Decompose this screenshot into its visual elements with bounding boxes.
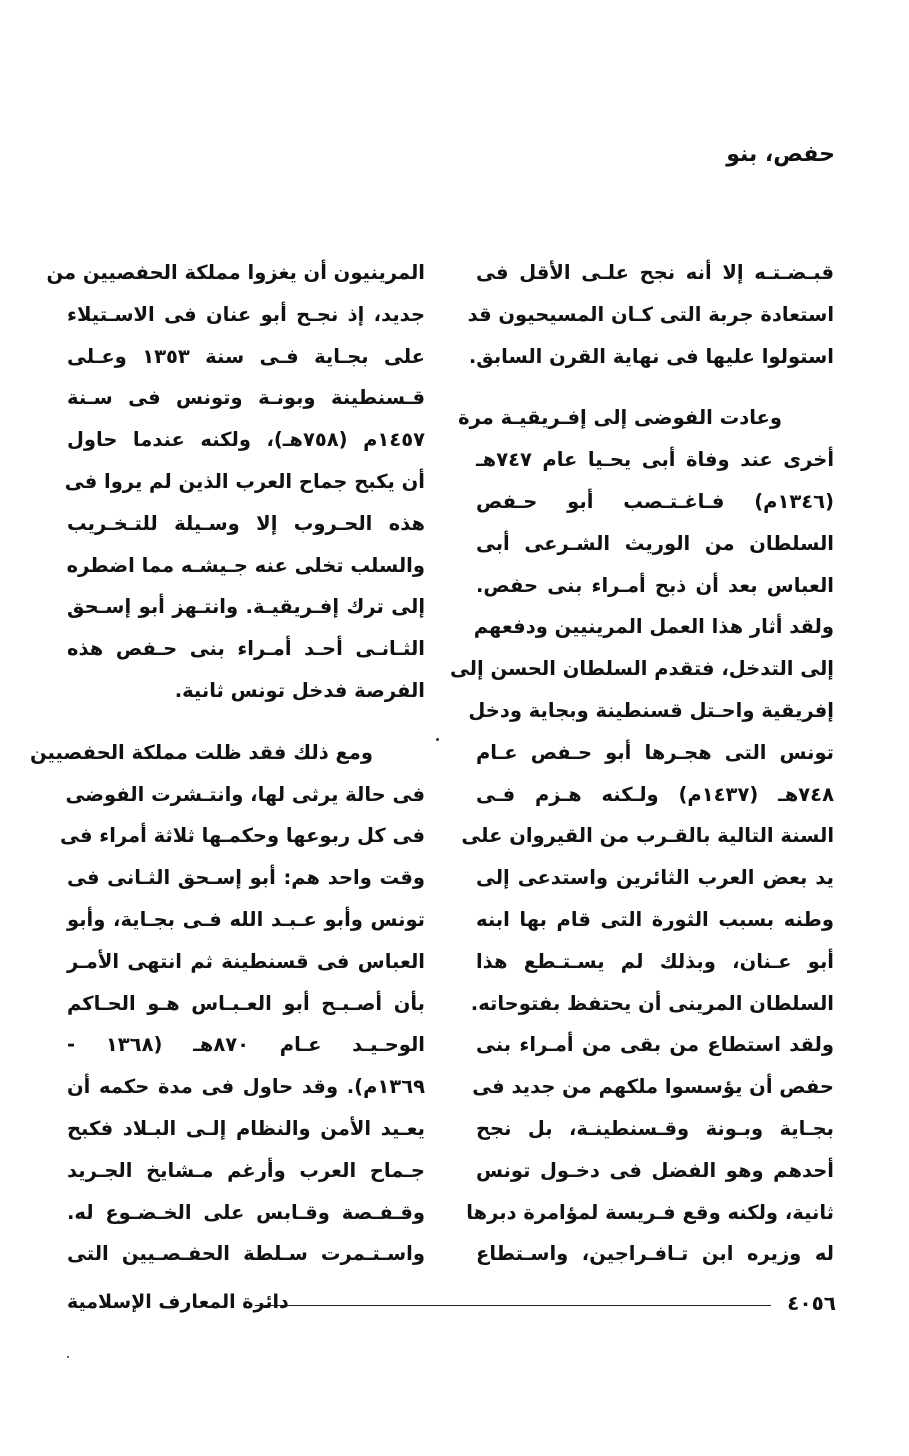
text-line: هذه الحـروب إلا وسـيلة للتـخـريب [67, 511, 425, 535]
text-line: واسـتـمرت سـلطة الحفـصـيين التى [67, 1242, 425, 1266]
text-line: فى حالة يرثى لها، وانتـشرت الفوضى [65, 782, 425, 806]
text-line: العباس فى قسنطينة ثم انتهى الأمـر [67, 949, 425, 973]
text-line: إلى ترك إفـريقيـة. وانتـهز أبو إسـحق [67, 595, 425, 619]
text-line: أحدهم وهو الفضل فى دخـول تونس [476, 1158, 834, 1182]
running-head: حفص، بنو [726, 142, 835, 167]
scan-speck [67, 1356, 69, 1358]
text-line: بأن أصـبـح أبو العـبـاس هـو الحـاكم [67, 991, 425, 1015]
text-line: ومع ذلك فقد ظلت مملكة الحفصيين [29, 740, 373, 764]
publication-title: دائرة المعارف الإسلامية [67, 1291, 289, 1313]
footer-rule [255, 1305, 771, 1306]
text-line: ولقد أثار هذا العمل المرينيين ودفعهم [473, 615, 834, 639]
text-line: الوحـيـد عـام ٨٧٠هـ (١٣٦٨ - [67, 1033, 425, 1057]
text-line: إلى التدخل، فتقدم السلطان الحسن إلى [449, 657, 834, 681]
text-line: السلطان من الوريث الشـرعى أبى [476, 531, 834, 555]
text-line: حفص أن يؤسسوا ملكهم من جديد فى [472, 1075, 834, 1099]
text-line: أن يكبح جماح العرب الذين لم يروا فى [64, 469, 425, 493]
text-line: أخرى عند وفاة أبى يحـيا عام ٧٤٧هـ [476, 448, 834, 472]
text-line: (١٣٤٦م) فـاغـتـصب أبو حـفص [476, 489, 834, 513]
text-line: ١٣٦٩م). وقد حاول فى مدة حكمه أن [67, 1075, 425, 1099]
text-line: على بجـاية فـى سنة ١٣٥٣ وعـلى [67, 344, 425, 368]
text-line: وعادت الفوضى إلى إفـريقيـة مرة [458, 406, 782, 430]
right-column [449, 252, 834, 1275]
text-line: السنة التالية بالقـرب من القيروان على [461, 824, 834, 848]
text-line: تونس وأبو عـبـد الله فـى بجـاية، وأبو [67, 907, 425, 931]
text-line: المرينيون أن يغزوا مملكة الحفصيين من [46, 261, 425, 284]
text-line: قـسنطينة وبونـة وتونس فى سـنة [67, 386, 425, 410]
text-line: يعـيد الأمن والنظام إلـى البـلاد فكبح [67, 1116, 425, 1140]
text-line: تونس التى هجـرها أبو حـفص عـام [476, 740, 834, 764]
text-line: جديد، إذ نجـح أبو عنان فى الاسـتيلاء [67, 302, 425, 326]
text-line: العباس بعد أن ذبح أمـراء بنى حفص. [476, 573, 834, 597]
text-line: بجـاية وبـونة وقـسنطينـة، بل نجح [476, 1116, 834, 1140]
page-number: ٤٠٥٦ [787, 1291, 836, 1315]
text-line: فى كل ربوعها وحكمـها ثلاثة أمراء فى [59, 824, 425, 848]
text-line: والسلب تخلى عنه جـيشـه مما اضطره [66, 553, 425, 577]
text-line: الثـانـى أحـد أمـراء بنى حـفص هذه [67, 637, 425, 661]
text-line: الفرصة فدخل تونس ثانية. [174, 678, 425, 702]
text-line: جـماح العرب وأرغم مـشايخ الجـريد [67, 1158, 425, 1182]
scan-speck [436, 738, 439, 741]
text-line: له وزيره ابن تـافـراجين، واسـتطاع [476, 1242, 834, 1266]
text-line: استولوا عليها فى نهاية القرن السابق. [468, 344, 834, 368]
text-line: ٧٤٨هـ (١٤٣٧م) ولـكنه هـزم فـى [476, 782, 834, 806]
text-line: ١٤٥٧م (٧٥٨هـ)، ولكنه عندما حاول [67, 428, 425, 452]
text-line: وقـفـصة وقـابس على الخـضـوع له. [67, 1200, 425, 1224]
text-line: قبـضـتـه إلا أنه نجح علـى الأقل فى [476, 261, 834, 284]
text-line: أبو عـنان، وبذلك لم يسـتـطع هذا [476, 949, 834, 973]
text-line: استعادة جربة التى كـان المسيحيون قد [467, 302, 834, 326]
text-line: ثانية، ولكنه وقع فـريسة لمؤامرة دبرها [466, 1200, 834, 1224]
text-line: وقت واحد هم: أبو إسـحق الثـانى فى [67, 866, 425, 890]
text-line: السلطان المرينى أن يحتفظ بفتوحاته. [470, 991, 834, 1015]
text-line: إفريقية واحـتل قسنطينة وبجاية ودخل [468, 698, 834, 722]
text-line: ولقد استطاع من بقى من أمـراء بنى [476, 1033, 834, 1057]
text-line: يد بعض العرب الثائرين واستدعى إلى [476, 866, 834, 890]
text-line: وطنه بسبب الثورة التى قام بها ابنه [476, 907, 834, 931]
left-column [29, 252, 425, 1275]
page-footer [67, 1291, 836, 1321]
